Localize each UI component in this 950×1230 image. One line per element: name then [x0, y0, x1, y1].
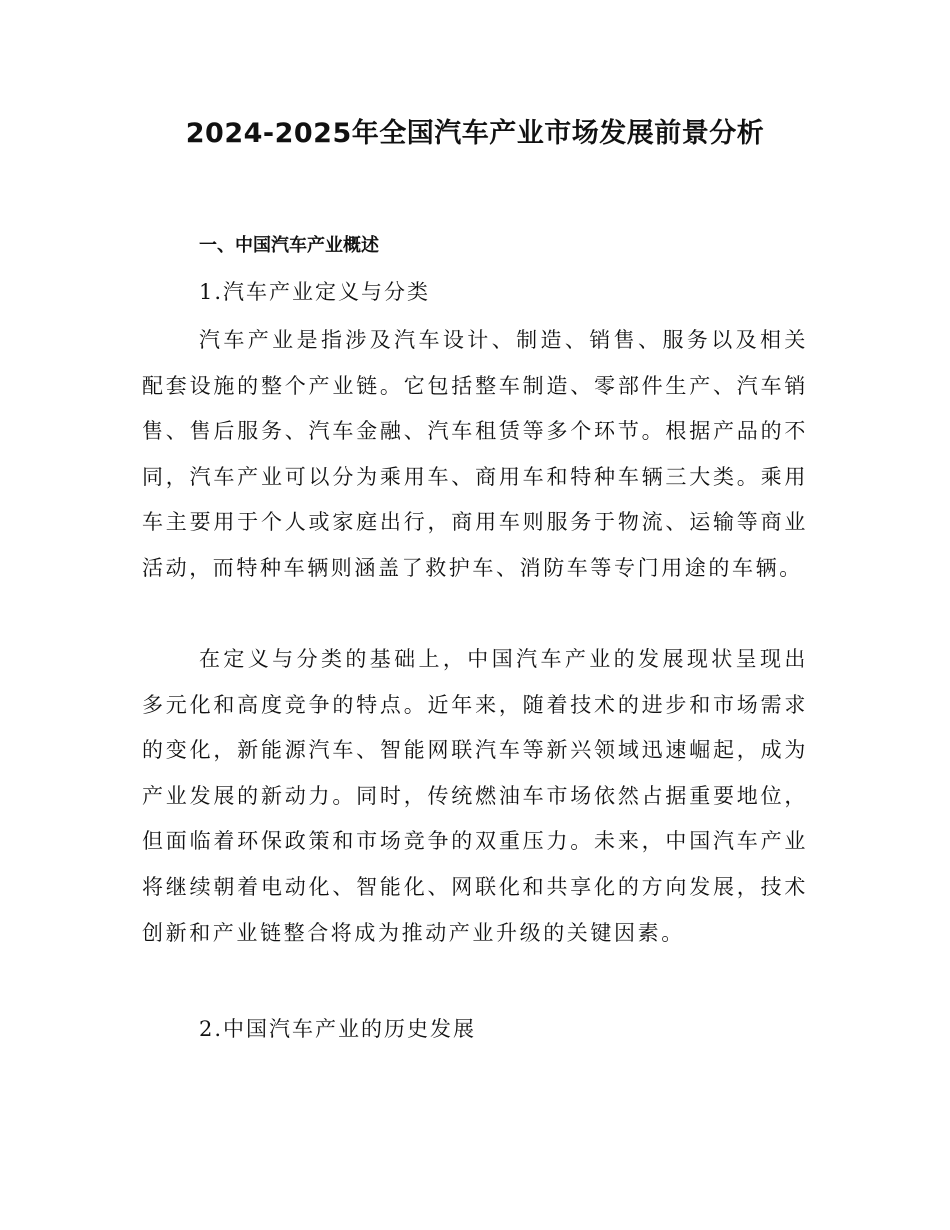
subheading-definition-classification: 1.汽车产业定义与分类 [199, 280, 431, 304]
paragraph-development-status: 在定义与分类的基础上，中国汽车产业的发展现状呈现出多元化和高度竞争的特点。近年来，随着技术的进步和市场需求的变化，新能源汽车、智能网联汽车等新兴领域迅速崛起，成为产业发展的新动力。同时，传统燃油车市场依然占据重要地位，但面临着环保政策和市场竞争的双重压力。未来，中国汽车产业将继续朝着电动化、智能化、网联化和共享化的方向发展，技术创新和产业链整合将成为推动产业升级的关键因素。 [142, 647, 808, 945]
section-heading: 一、中国汽车产业概述 [199, 235, 379, 256]
subheading-history: 2.中国汽车产业的历史发展 [199, 1017, 477, 1041]
paragraph-definition: 汽车产业是指涉及汽车设计、制造、销售、服务以及相关配套设施的整个产业链。它包括整车制造、零部件生产、汽车销售、售后服务、汽车金融、汽车租赁等多个环节。根据产品的不同，汽车产业可以分为乘用车、商用车和特种车辆三大类。乘用车主要用于个人或家庭出行，商用车则服务于物流、运输等商业活动，而特种车辆则涵盖了救护车、消防车等专门用途的车辆。 [142, 328, 808, 580]
document-title: 2024-2025年全国汽车产业市场发展前景分析 [185, 118, 765, 149]
